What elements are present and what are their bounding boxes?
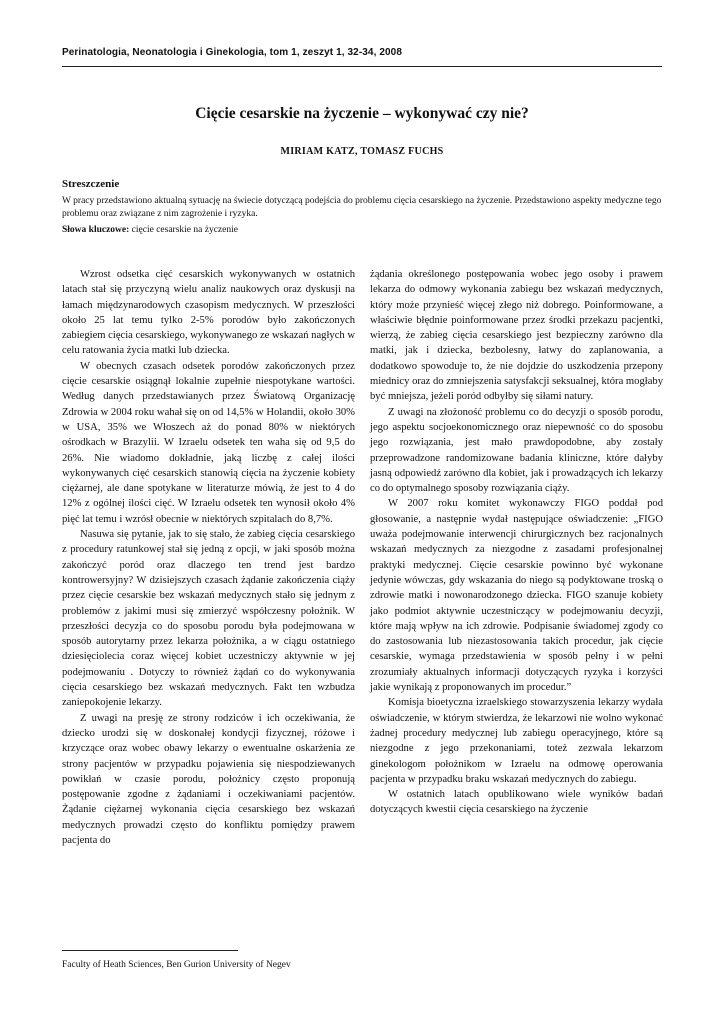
paragraph: W ostatnich latach opublikowano wiele wyników badań dotyczących kwestii cięcia cesarskiego na życzenie [370, 789, 663, 816]
paragraph: Z uwagi na presję ze strony rodziców i ich oczekiwania, że dziecko urodzi się w doskonałej kondycji fizycznej, różowe i krzyczące oraz wobec obawy lekarzy o ewentualne oskarżenia ze strony pacjentów w przypadku pojawienia się niespodziewanych powikłań w czasie porodu, położnicy często proponują postępowanie zgodne z żądaniami i oczekiwaniami pacjentów. Żądanie ciężarnej wykonania cięcia cesarskiego bez wskazań medycznych prowadzi często do konfliktu pomiędzy prawem pacjenta do [62, 712, 355, 846]
keywords-line [62, 225, 664, 235]
paragraph: żądania określonego postępowania wobec jego osoby i prawem lekarza do odmowy wykonania zabiegu bez wskazań medycznych, który może przynieść więcej złego niż dobrego. Poinformowane, a właściwie błędnie poinformowane przez środki przekazu pacjentki, wierzą, że zabieg cięcia cesarskiego jest bezpieczny zarówno dla matki, jak i dziecka, bezbolesny, łatwy do zaplanowania, a dodatkowo spowoduje to, że nie dojdzie do uszkodzenia przepony miednicy oraz do zmniejszenia satysfakcji seksualnej, która mogłaby być mniejsza, jeżeli poród odbyłby się siłami natury. [370, 269, 663, 403]
article-authors: MIRIAM KATZ, TOMASZ FUCHS [280, 146, 444, 157]
article-title: Cięcie cesarskie na życzenie – wykonywać czy nie? [195, 105, 529, 122]
paragraph: Nasuwa się pytanie, jak to się stało, że zabieg cięcia cesarskiego z procedury ratunkowej stał się jedną z opcji, w jaki sposób można zakończyć poród oraz dlaczego ten trend jest bardzo kontrowersyjny? W dzisiejszych czasach żądanie zakończenia ciąży przez cięcie cesarskie bez wskazań medycznych stało się jednym z problemów z jakimi musi się zmierzyć współczesny położnik. W przeszłości decyzja co do sposobu porodu była podejmowana w sposób autorytarny przez lekarza położnika, a w ciągu ostatniego dziesięciolecia coraz więcej kobiet uczestniczy aktywnie w jej podejmowaniu . Dotyczy to również żądań co do wykonywania cięcia cesarskiego bez wskazań medycznych. Fakt ten wzbudza zaniepokojenie lekarzy. [62, 529, 355, 709]
abstract-body: W pracy przedstawiono aktualną sytuację na świecie dotyczącą podejścia do problemu cięcia cesarskiego na życzenie. Przedstawiono aspekty medyczne tego problemu oraz związane z nim zagrożenie i ryzyka. [62, 196, 662, 219]
header-divider [62, 66, 662, 67]
body-column-left [62, 267, 355, 848]
footnote-divider [62, 950, 238, 951]
paragraph: W obecnych czasach odsetek porodów zakończonych przez cięcie cesarskie osiągnął lokalnie zupełnie niespotykane wartości. Według danych przedstawianych przez Światową Organizację Zdrowia w 2004 roku wahał się on od 14,5% w Holandii, około 30% w USA, 35% we Włoszech aż do ponad 80% w niektórych ośrodkach w Brazylii. W Izraelu odsetek ten waha się od 9,5 do 26%. Nie wiadomo dokładnie, jaką liczbę z całej ilości wykonywanych cięć cesarskich stanowią cięcia na życzenie kobiety ciężarnej, ale dane spotykane w literaturze mówią, że jest to 4 do 12% z ogólnej ilości cięć. W Izraelu odsetek ten wynosił około 4% pięć lat temu i wzrósł obecnie w niektórych szpitalach do 8,7%. [62, 360, 355, 525]
running-head: Perinatologia, Neonatologia i Ginekologia, tom 1, zeszyt 1, 32-34, 2008 [62, 47, 402, 58]
paragraph: Z uwagi na złożoność problemu co do decyzji o sposób porodu, jego aspektu socjoekonomicznego oraz niepewność co do sposobu jego rozwiązania, jest mało prawdopodobne, aby zostały przeprowadzone randomizowane badania kliniczne, które dałyby jasną odpowiedź zarówno dla kobiet, jak i prowadzących ich lekarzy co do optymalnego sposoby rozwiązania ciąży. [370, 406, 663, 495]
body-column-right [370, 267, 663, 818]
paragraph: W 2007 roku komitet wykonawczy FIGO poddał pod głosowanie, a następnie wydał następujące oświadczenie: „FIGO uważa podejmowanie interwencji chirurgicznych bez racjonalnych wskazań medycznych za niezgodne z zasadami profesjonalnej praktyki medycznej. Cięcie cesarskie powinno być wykonane jedynie wówczas, gdy wskazania do niego są podyktowane troską o zdrowie matki i nowonarodzonego dziecka. FIGO szanuje kobiety jako podmiot aktywnie uczestniczący w podejmowaniu decyzji, które mają wpływ na ich zdrowie. Podpisanie świadomej zgody co do zastosowania lub niezastosowania takich procedur, jak cięcie cesarskie, wymaga przedstawienia w sposób pełny i w pełni zrozumiały aktualnych informacji dotyczących ryzyka i korzyści jakie wynikają z proponowanych im procedur.” [370, 498, 663, 694]
footnote-affiliation: Faculty of Heath Sciences, Ben Gurion University of Negev [62, 960, 291, 970]
abstract-heading: Streszczenie [62, 178, 120, 190]
paragraph: Komisja bioetyczna izraelskiego stowarzyszenia lekarzy wydała oświadczenie, w którym stwierdza, że lekarzowi nie wolno wykonać żadnej procedury medycznej lub zabiegu operacyjnego, które są niezgodne z jego przekonaniami, toteż zezwala lekarzom ginekologom położnikom w Izraelu na odmowę operowania pacjenta w przypadku braku wskazań medycznych do zabiegu. [370, 697, 663, 785]
keywords-label: Słowa kluczowe: [62, 225, 130, 235]
keywords-value: cięcie cesarskie na życzenie [129, 225, 238, 235]
paragraph: Wzrost odsetka cięć cesarskich wykonywanych w ostatnich latach stał się przyczyną wielu analiz naukowych oraz dyskusji na łamach międzynarodowych czasopism medycznych. W przeszłości około 25 lat temu tylko 2-5% porodów było zakończonych zabiegiem cięcia cesarskiego, wykonywanego ze wskazań nagłych w celu ratowania życia matki lub dziecka. [62, 269, 355, 357]
